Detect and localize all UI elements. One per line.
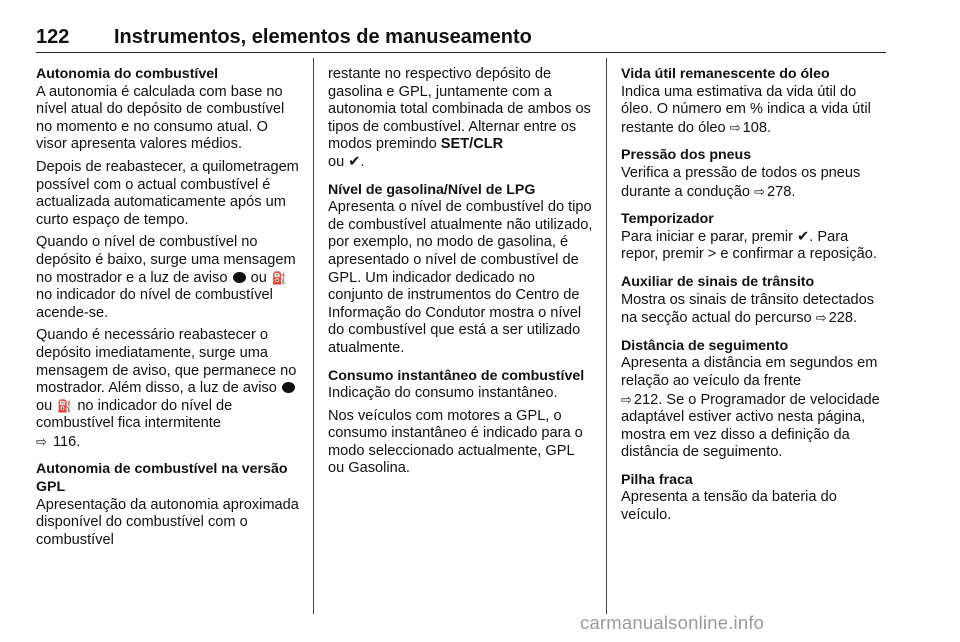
text: restante no respectivo depósito de gasolina e GPL, juntamente com a autonomia total combinada de ambos os tipos de combustível. Alternar entre os modos premindo	[328, 66, 591, 153]
text: Verifica a pressão de todos os pneus durante a condução	[621, 164, 861, 200]
paragraph	[621, 229, 887, 264]
text: Mostra os sinais de trânsito detectados na secção actual do percurso	[621, 291, 875, 327]
page-header	[36, 22, 886, 53]
column-divider	[313, 58, 314, 614]
column-2	[328, 66, 594, 488]
section-title: Nível de gasolina/Nível de LPG	[328, 181, 536, 198]
page-reference-icon: ⇨	[815, 310, 827, 326]
warning-light-icon	[233, 272, 246, 283]
paragraph	[36, 234, 302, 322]
section-pressao-pneus	[621, 147, 887, 201]
text: Quando o nível de combustível no depósito é baixo, surge uma mensagem no mostrador e a luz de aviso	[36, 234, 296, 286]
paragraph	[621, 292, 887, 328]
section-title: Autonomia de combustível na versão GPL	[36, 461, 288, 496]
paragraph	[621, 355, 887, 462]
text: Apresenta a distância em segundos em relação ao veículo da frente	[621, 355, 878, 389]
paragraph: Depois de reabastecer, a quilometragem possível com o actual combustível é actualizada automaticamente após um curto espaço de tempo.	[36, 158, 299, 228]
page-reference-icon: ⇨	[754, 183, 765, 199]
set-clr-key: SET/CLR	[440, 136, 504, 153]
page-reference-icon: ⇨	[621, 391, 632, 407]
section-distancia-seguimento	[621, 338, 887, 462]
section-autonomia-gpl	[36, 461, 302, 549]
page-reference[interactable]: 116.	[52, 433, 81, 450]
text: . Para repor, premir	[621, 228, 849, 263]
paragraph: Nos veículos com motores a GPL, o consumo instantâneo é indicado para o modo seleccionado actualmente, GPL ou Gasolina.	[328, 407, 583, 477]
check-icon: ✔	[797, 228, 810, 245]
paragraph	[36, 327, 302, 451]
text: no indicador do nível de combustível acende-se.	[36, 287, 273, 321]
paragraph: A autonomia é calculada com base no nível atual do depósito de combustível no momento e no consumo atual. O visor apresenta valores médios.	[36, 83, 285, 153]
paragraph: Apresenta a tensão da bateria do veículo.	[621, 489, 837, 524]
section-nivel-gasolina	[328, 182, 594, 358]
section-sinais-transito	[621, 274, 887, 328]
text: Se o Programador de velocidade adaptável estiver activo nesta página, mostra em vez disso a definição da distância de seguimento.	[621, 391, 880, 461]
section-title: Autonomia do combustível	[36, 66, 219, 82]
paragraph: restante no respectivo depósito de gasolina e GPL, juntamente com a autonomia total combinada de ambos os tipos de combustível. Alternar entre os modos premindo SET/CLR ou ✔.	[328, 66, 591, 170]
text: Para iniciar e parar, premir	[621, 228, 793, 245]
section-vida-oleo	[621, 66, 887, 137]
section-consumo-instantaneo	[328, 368, 594, 479]
check-icon: ✔	[348, 153, 361, 170]
page-reference[interactable]: 228.	[828, 310, 858, 327]
text: e confirmar a reposição.	[720, 246, 877, 263]
column-3	[621, 66, 887, 535]
section-title: Distância de seguimento	[621, 337, 789, 354]
paragraph: Apresenta o nível de combustível do tipo de combustível atualmente não utilizado, por exemplo, no modo de gasolina, é apresentado o nível de combustível de GPL. Um indicador dedicado no conjunto de instrumentos do Centro de Informação do Condutor mostra o nível do combustível que está a ser utilizado atualmente.	[328, 199, 593, 356]
section-title: Vida útil remanescente do óleo	[621, 66, 830, 82]
text: Quando é necessário reabastecer o depósito imediatamente, surge uma mensagem de aviso, que permanece no mostrador. Além disso, a luz de aviso	[36, 327, 297, 397]
section-temporizador	[621, 211, 887, 264]
watermark: carmanualsonline.info	[580, 612, 765, 633]
column-1	[36, 66, 302, 559]
page-title: Instrumentos, elementos de manuseamento	[114, 26, 532, 48]
fuel-pump-icon: ⛽	[57, 398, 73, 413]
page-reference-icon: ⇨	[729, 119, 741, 135]
page-reference[interactable]: 212.	[633, 391, 663, 408]
page-reference-icon: ⇨	[36, 433, 47, 449]
section-continuation	[328, 66, 594, 172]
section-title: Consumo instantâneo de combustível	[328, 367, 585, 384]
text: ou	[328, 153, 345, 170]
chevron-right-icon: >	[707, 246, 717, 263]
text: ou	[250, 269, 267, 286]
paragraph	[621, 84, 887, 138]
section-pilha-fraca	[621, 472, 887, 525]
section-title: Auxiliar de sinais de trânsito	[621, 273, 815, 290]
text: Indica uma estimativa da vida útil do óleo. O número em % indica a vida útil restante do óleo	[621, 83, 871, 136]
paragraph: Apresentação da autonomia aproximada disponível do combustível com o combustível	[36, 496, 299, 548]
warning-light-icon	[282, 382, 295, 393]
text: no indicador do nível de combustível fica intermitente	[36, 397, 233, 432]
column-divider	[606, 58, 607, 614]
section-title: Temporizador	[621, 211, 714, 228]
text: ou	[36, 397, 53, 414]
page-reference[interactable]: 108.	[742, 119, 772, 136]
paragraph	[621, 165, 887, 201]
section-title: Pilha fraca	[621, 471, 693, 488]
page-reference[interactable]: 278.	[766, 183, 796, 200]
section-autonomia-combustivel	[36, 66, 302, 451]
section-title: Pressão dos pneus	[621, 147, 752, 164]
paragraph: Indicação do consumo instantâneo.	[328, 385, 558, 402]
page-number: 122	[36, 26, 70, 48]
fuel-pump-icon: ⛽	[271, 270, 287, 285]
